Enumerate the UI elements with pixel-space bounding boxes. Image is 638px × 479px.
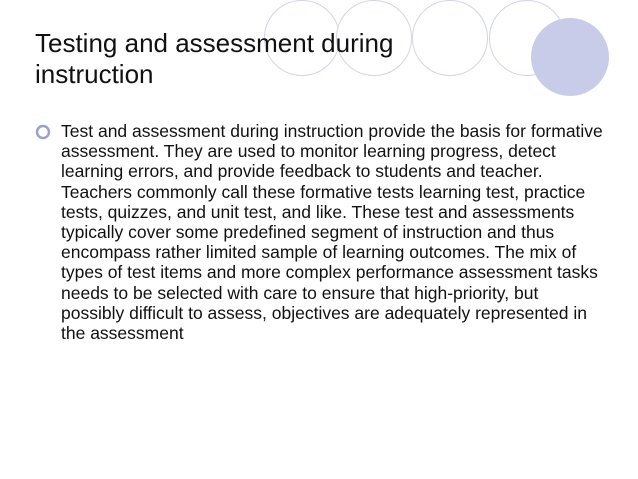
bullet-item [35, 121, 610, 343]
hollow-circle-bullet-icon [35, 123, 61, 145]
decorative-filled-circle [531, 18, 609, 96]
slide-title: Testing and assessment during instruction [35, 28, 394, 89]
bullet-text: Test and assessment during instruction provide the basis for formative assessment. They are used to monitor learning progress, detect learning errors, and provide feedback to students and teacher. Teachers commonly call these formative tests learning test, practice tests, quizzes, and unit test, and like. These test and assessments typically cover some predefined segment of instruction and thus encompass rather limited sample of learning outcomes. The mix of types of test items and more complex performance assessment tasks needs to be selected with care to ensure that high-priority, but possibly difficult to assess, objectives are adequately represented in the assessment [61, 121, 603, 344]
